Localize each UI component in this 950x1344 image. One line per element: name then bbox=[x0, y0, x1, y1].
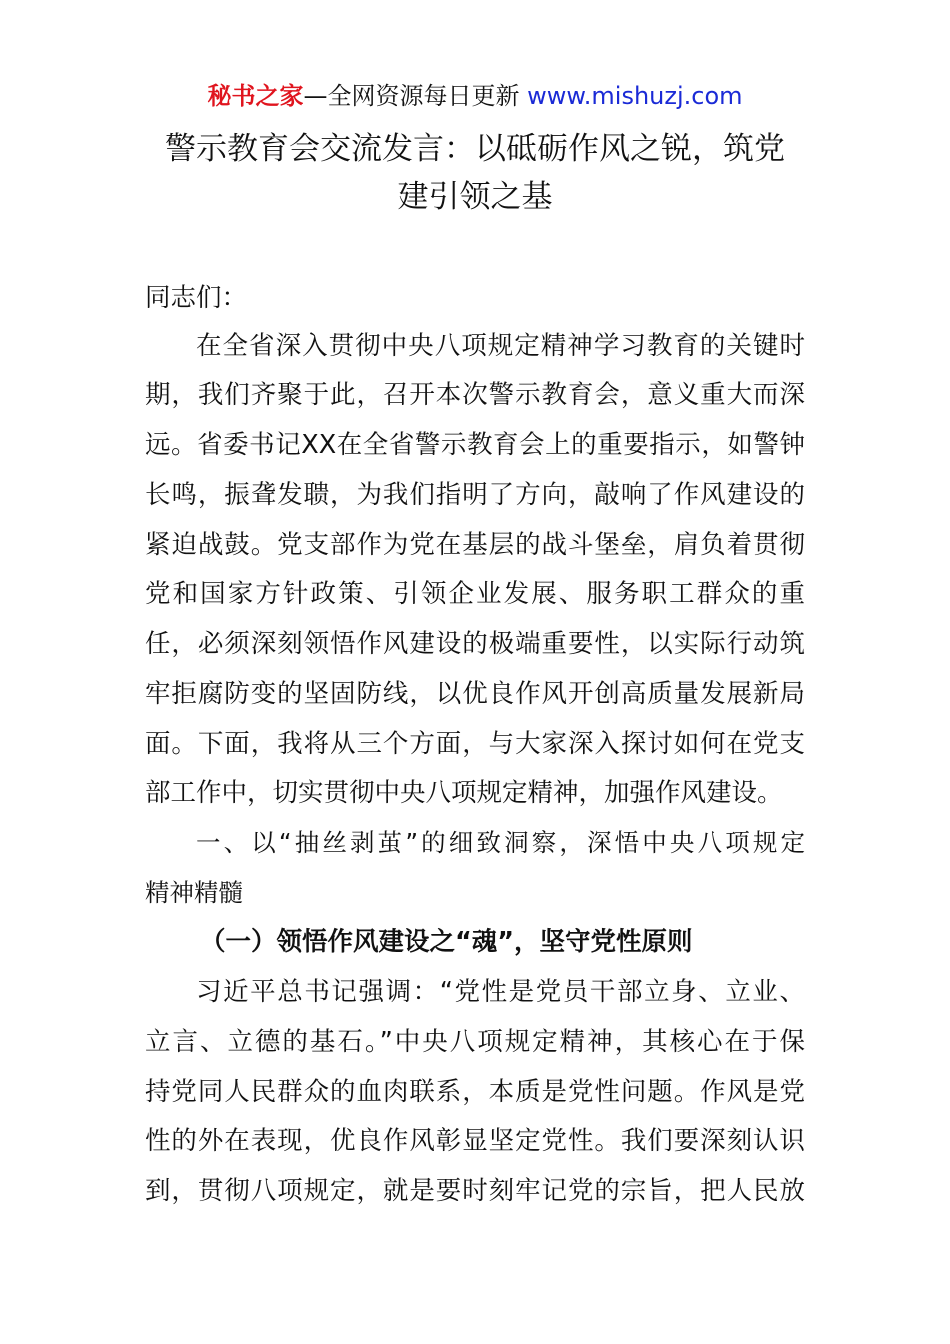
site-header bbox=[0, 80, 950, 112]
paragraph-line: 立言、立德的基石。”中央八项规定精神，其核心在于保 bbox=[145, 1027, 805, 1057]
document-title-line-1: 警示教育会交流发言：以砥砺作风之锐，筑党 bbox=[165, 131, 785, 167]
paragraph-line: 任，必须深刻领悟作风建设的极端重要性，以实际行动筑 bbox=[145, 629, 805, 659]
paragraph-line: 部工作中，切实贯彻中央八项规定精神，加强作风建设。 bbox=[145, 778, 783, 808]
paragraph-line: 远。省委书记XX在全省警示教育会上的重要指示，如警钟 bbox=[145, 430, 805, 460]
site-tagline: —全网资源每日更新 bbox=[303, 82, 520, 110]
paragraph-line: 持党同人民群众的血肉联系，本质是党性问题。作风是党 bbox=[145, 1077, 805, 1107]
document-title-line-2: 建引领之基 bbox=[397, 179, 553, 215]
section-heading-line-2: 精神精髓 bbox=[145, 878, 243, 907]
paragraph-line: 党和国家方针政策、引领企业发展、服务职工群众的重 bbox=[145, 579, 805, 609]
paragraph-line: 长鸣，振聋发聩，为我们指明了方向，敲响了作风建设的 bbox=[145, 480, 805, 510]
paragraph-line: 期，我们齐聚于此，召开本次警示教育会，意义重大而深 bbox=[145, 380, 805, 410]
paragraph-line: 习近平总书记强调：“党性是党员干部立身、立业、 bbox=[196, 977, 805, 1007]
site-brand: 秘书之家 bbox=[207, 82, 304, 110]
paragraph-line: 到，贯彻八项规定，就是要时刻牢记党的宗旨，把人民放 bbox=[145, 1176, 805, 1206]
subsection-heading: （一）领悟作风建设之“魂”，坚守党性原则 bbox=[200, 927, 693, 957]
paragraph-line: 牢拒腐防变的坚固防线，以优良作风开创高质量发展新局 bbox=[145, 679, 805, 709]
salutation: 同志们： bbox=[145, 283, 248, 313]
paragraph-line: 面。下面，我将从三个方面，与大家深入探讨如何在党支 bbox=[145, 729, 805, 759]
paragraph-line: 性的外在表现，优良作风彰显坚定党性。我们要深刻认识 bbox=[145, 1126, 805, 1156]
paragraph-line: 紧迫战鼓。党支部作为党在基层的战斗堡垒，肩负着贯彻 bbox=[145, 530, 805, 560]
section-heading-line-1: 一、以“抽丝剥茧”的细致洞察，深悟中央八项规定 bbox=[196, 828, 805, 857]
paragraph-line: 在全省深入贯彻中央八项规定精神学习教育的关键时 bbox=[196, 331, 805, 361]
site-url-link[interactable]: www.mishuzj.com bbox=[527, 82, 743, 110]
